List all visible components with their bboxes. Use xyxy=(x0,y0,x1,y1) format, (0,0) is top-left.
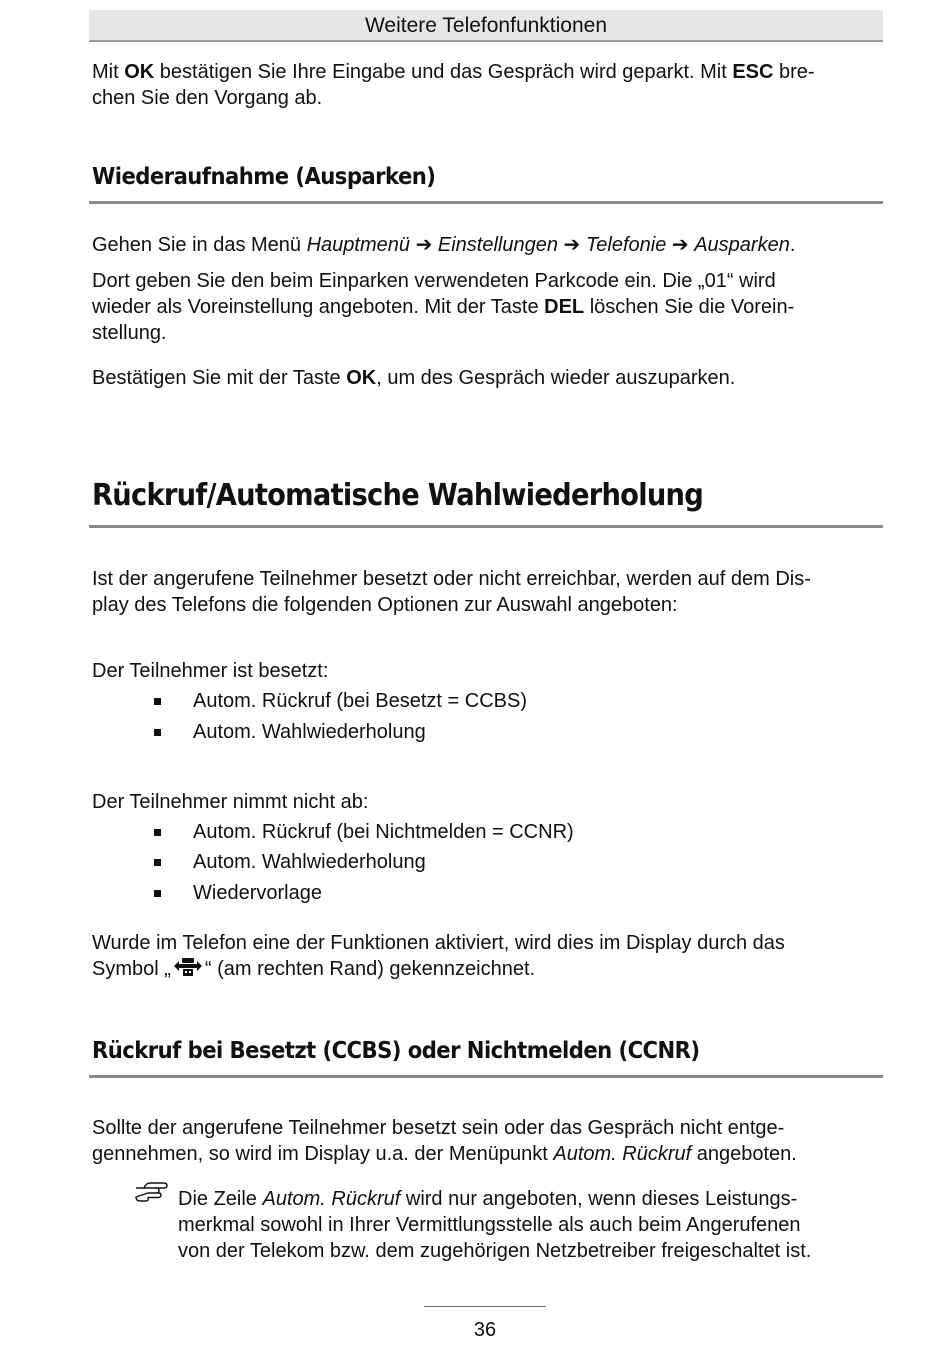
path-prefix: Gehen Sie in das Menü xyxy=(92,234,307,256)
bullet-icon xyxy=(154,829,161,836)
ok-key-label: OK xyxy=(124,61,155,83)
callback-intro-line-2: play des Telefons die folgenden Optionen zur Auswahl angeboten: xyxy=(92,594,678,616)
path-item-telephony: Telefonie xyxy=(585,234,667,256)
list-item-text: Autom. Wahlwiederholung xyxy=(193,721,426,743)
note-line-1b: wird nur angeboten, wenn dieses Leistungs- xyxy=(400,1188,798,1210)
symbol-line-2b: “ (am rechten Rand) gekennzeichnet. xyxy=(204,958,536,980)
menu-item-autom-rueckruf: Autom. Rückruf xyxy=(553,1143,692,1165)
callback-symbol-icon xyxy=(171,957,205,977)
symbol-paragraph xyxy=(92,930,882,982)
intro-text-3: bre- xyxy=(773,61,815,83)
parkcode-line-2a: wieder als Voreinstellung angeboten. Mit der Taste xyxy=(92,296,545,318)
parkcode-line-2b: löschen Sie die Vorein- xyxy=(584,296,795,318)
ccbs-line-2a: gennehmen, so wird im Display u.a. der Menüpunkt xyxy=(92,1143,554,1165)
heading-callback: Rückruf/Automatische Wahlwiederholung xyxy=(92,478,704,513)
ok-key-label: OK xyxy=(346,367,377,389)
path-item-settings: Einstellungen xyxy=(437,234,558,256)
ccbs-paragraph xyxy=(92,1115,882,1167)
list-item-text: Autom. Wahlwiederholung xyxy=(193,851,426,873)
arrow-icon: ➔ xyxy=(563,234,581,256)
callback-intro-line-1: Ist der angerufene Teilnehmer besetzt oder nicht erreichbar, werden auf dem Dis- xyxy=(92,568,811,590)
path-item-unpark: Ausparken xyxy=(694,234,790,256)
del-key-label: DEL xyxy=(544,296,585,318)
ccbs-line-2b: angeboten. xyxy=(691,1143,797,1165)
intro-paragraph xyxy=(92,59,882,111)
parkcode-paragraph xyxy=(92,268,882,346)
heading-ccbs: Rückruf bei Besetzt (CCBS) oder Nichtmelden (CCNR) xyxy=(92,1038,700,1064)
ccbs-line-1: Sollte der angerufene Teilnehmer besetzt sein oder das Gespräch nicht entge- xyxy=(92,1117,785,1139)
note-line-2: merkmal sowohl in Ihrer Vermittlungsstelle als auch beim Angerufenen xyxy=(178,1214,801,1236)
bullet-icon xyxy=(154,729,161,736)
page-number: 36 xyxy=(473,1319,497,1341)
confirm-paragraph xyxy=(92,365,882,391)
menu-path-paragraph xyxy=(92,232,882,258)
symbol-line-1: Wurde im Telefon eine der Funktionen aktiviert, wird dies im Display durch das xyxy=(92,932,785,954)
path-item-main-menu: Hauptmenü xyxy=(306,234,410,256)
footer-divider xyxy=(424,1306,546,1307)
confirm-text-b: , um des Gespräch wieder auszuparken. xyxy=(376,367,736,389)
page-header xyxy=(89,10,883,42)
heading-rule xyxy=(89,201,883,204)
callback-intro-paragraph xyxy=(92,566,882,618)
list-item-text: Wiedervorlage xyxy=(193,882,322,904)
heading-rule xyxy=(89,525,883,528)
header-title: Weitere Telefonfunktionen xyxy=(364,14,608,37)
note-paragraph xyxy=(178,1186,878,1264)
noanswer-label: Der Teilnehmer nimmt nicht ab: xyxy=(92,791,369,813)
list-item-text: Autom. Rückruf (bei Nichtmelden = CCNR) xyxy=(193,821,574,843)
confirm-text-a: Bestätigen Sie mit der Taste xyxy=(92,367,347,389)
intro-text-2: bestätigen Sie Ihre Eingabe und das Gespräch wird geparkt. Mit xyxy=(154,61,733,83)
note-line-1a: Die Zeile xyxy=(178,1188,263,1210)
arrow-icon: ➔ xyxy=(415,234,433,256)
list-item-text: Autom. Rückruf (bei Besetzt = CCBS) xyxy=(193,690,528,712)
intro-text-4: chen Sie den Vorgang ab. xyxy=(92,87,323,109)
heading-unpark: Wiederaufnahme (Ausparken) xyxy=(92,164,436,190)
note-menu-item: Autom. Rückruf xyxy=(262,1188,401,1210)
pointing-hand-icon xyxy=(134,1180,170,1204)
busy-label: Der Teilnehmer ist besetzt: xyxy=(92,660,329,682)
parkcode-line-1: Dort geben Sie den beim Einparken verwendeten Parkcode ein. Die „01“ wird xyxy=(92,270,776,292)
symbol-line-2a: Symbol „ xyxy=(92,958,171,980)
bullet-icon xyxy=(154,698,161,705)
arrow-icon: ➔ xyxy=(671,234,689,256)
intro-text-1: Mit xyxy=(92,61,125,83)
bullet-icon xyxy=(154,859,161,866)
note-line-3: von der Telekom bzw. dem zugehörigen Netzbetreiber freigeschaltet ist. xyxy=(178,1240,812,1262)
bullet-icon xyxy=(154,890,161,897)
parkcode-line-3: stellung. xyxy=(92,322,167,344)
heading-rule xyxy=(89,1075,883,1078)
esc-key-label: ESC xyxy=(732,61,774,83)
path-end: . xyxy=(789,234,796,256)
